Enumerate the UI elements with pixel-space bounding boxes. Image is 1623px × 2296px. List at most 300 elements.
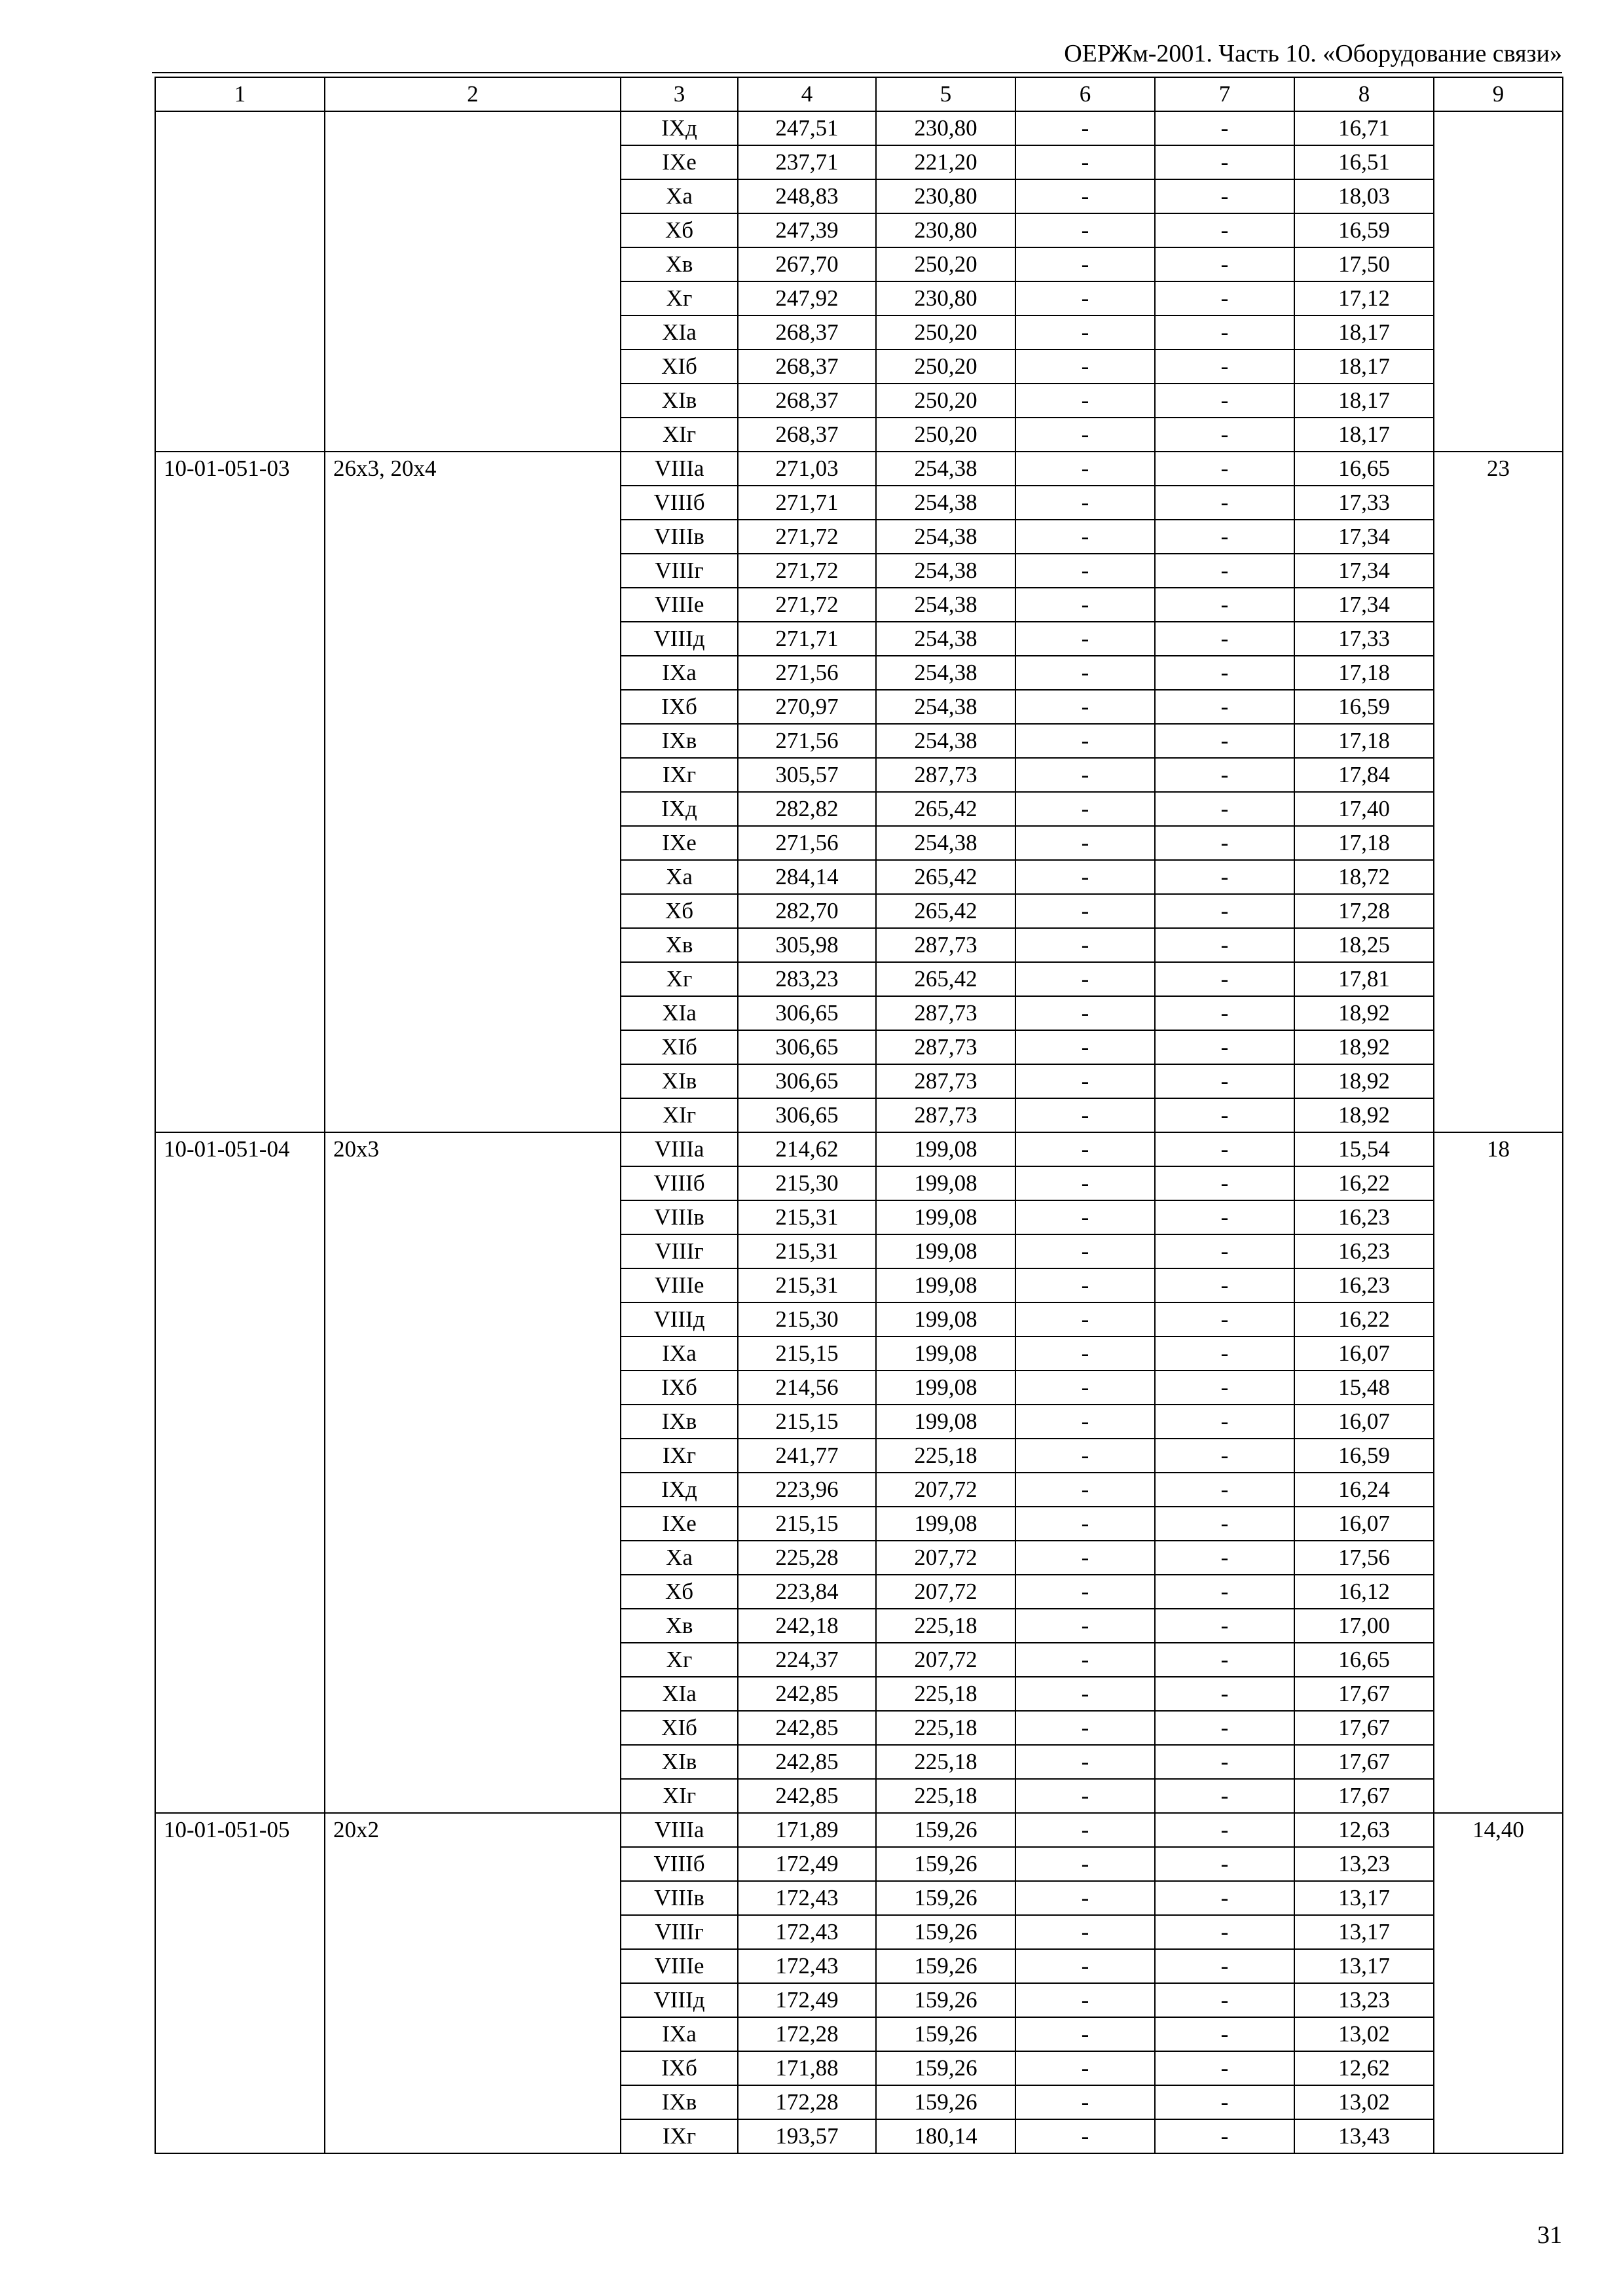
col8-cell: 16,59 <box>1294 690 1434 724</box>
col6-cell: - <box>1015 1575 1155 1609</box>
col6-cell: - <box>1015 656 1155 690</box>
col4-cell: 225,28 <box>738 1541 876 1575</box>
col7-cell: - <box>1155 1881 1294 1915</box>
col6-cell: - <box>1015 213 1155 247</box>
col7-cell: - <box>1155 656 1294 690</box>
col6-cell: - <box>1015 588 1155 622</box>
col8-cell: 18,25 <box>1294 928 1434 962</box>
col8-cell: 17,18 <box>1294 826 1434 860</box>
col6-cell: - <box>1015 1881 1155 1915</box>
col8-cell: 13,23 <box>1294 1983 1434 2017</box>
col7-cell: - <box>1155 1609 1294 1643</box>
col7-cell: - <box>1155 2051 1294 2085</box>
col5-cell: 207,72 <box>876 1575 1015 1609</box>
col5-cell: 225,18 <box>876 1779 1015 1813</box>
col9-cell <box>1434 111 1563 452</box>
col4-cell: 248,83 <box>738 179 876 213</box>
col8-cell: 13,02 <box>1294 2017 1434 2051</box>
col6-cell: - <box>1015 792 1155 826</box>
col7-cell: - <box>1155 1064 1294 1098</box>
col8-cell: 13,43 <box>1294 2119 1434 2153</box>
col7-cell: - <box>1155 1098 1294 1132</box>
col5-cell: 159,26 <box>876 1983 1015 2017</box>
col4-cell: 268,37 <box>738 384 876 418</box>
col5-cell: 254,38 <box>876 554 1015 588</box>
col4-cell: 306,65 <box>738 1098 876 1132</box>
col4-cell: 172,28 <box>738 2017 876 2051</box>
col8-cell: 13,17 <box>1294 1949 1434 1983</box>
col6-cell: - <box>1015 520 1155 554</box>
col6-cell: - <box>1015 1166 1155 1200</box>
zone-cell: VIIIе <box>621 1949 738 1983</box>
col4-cell: 241,77 <box>738 1439 876 1473</box>
col6-cell: - <box>1015 1132 1155 1166</box>
col6-cell: - <box>1015 1677 1155 1711</box>
col5-cell: 221,20 <box>876 145 1015 179</box>
col8-cell: 16,07 <box>1294 1507 1434 1541</box>
col5-cell: 250,20 <box>876 418 1015 452</box>
col6-cell: - <box>1015 1405 1155 1439</box>
col6-cell: - <box>1015 1915 1155 1949</box>
col8-cell: 17,34 <box>1294 520 1434 554</box>
col5-cell: 254,38 <box>876 452 1015 486</box>
zone-cell: IXв <box>621 2085 738 2119</box>
col5-cell: 287,73 <box>876 1098 1015 1132</box>
col7-cell: - <box>1155 179 1294 213</box>
col4-cell: 268,37 <box>738 418 876 452</box>
col8-cell: 18,92 <box>1294 996 1434 1030</box>
col5-cell: 254,38 <box>876 622 1015 656</box>
col7-cell: - <box>1155 724 1294 758</box>
col4-cell: 267,70 <box>738 247 876 281</box>
col7-cell: - <box>1155 350 1294 384</box>
zone-cell: VIIIб <box>621 1166 738 1200</box>
col5-cell: 207,72 <box>876 1643 1015 1677</box>
col5-cell: 230,80 <box>876 111 1015 145</box>
col7-cell: - <box>1155 758 1294 792</box>
col7-cell: - <box>1155 384 1294 418</box>
rate-spec-cell <box>325 111 621 452</box>
rate-spec-cell: 20х2 <box>325 1813 621 2153</box>
col7-cell: - <box>1155 1711 1294 1745</box>
col7-cell: - <box>1155 554 1294 588</box>
col7-cell: - <box>1155 2085 1294 2119</box>
zone-cell: Xг <box>621 281 738 315</box>
col4-cell: 193,57 <box>738 2119 876 2153</box>
col6-cell: - <box>1015 1064 1155 1098</box>
col7-cell: - <box>1155 486 1294 520</box>
zone-cell: XIг <box>621 418 738 452</box>
zone-cell: VIIIе <box>621 1268 738 1302</box>
zone-cell: XIв <box>621 384 738 418</box>
column-header: 8 <box>1294 77 1434 111</box>
col8-cell: 13,17 <box>1294 1915 1434 1949</box>
col8-cell: 17,33 <box>1294 486 1434 520</box>
col8-cell: 17,18 <box>1294 656 1434 690</box>
col5-cell: 254,38 <box>876 690 1015 724</box>
col5-cell: 159,26 <box>876 2017 1015 2051</box>
zone-cell: XIа <box>621 1677 738 1711</box>
col7-cell: - <box>1155 1030 1294 1064</box>
col4-cell: 215,15 <box>738 1336 876 1371</box>
col7-cell: - <box>1155 315 1294 350</box>
col8-cell: 17,00 <box>1294 1609 1434 1643</box>
col5-cell: 199,08 <box>876 1166 1015 1200</box>
col5-cell: 254,38 <box>876 520 1015 554</box>
col4-cell: 224,37 <box>738 1643 876 1677</box>
col8-cell: 13,17 <box>1294 1881 1434 1915</box>
col7-cell: - <box>1155 1575 1294 1609</box>
col7-cell: - <box>1155 1234 1294 1268</box>
col4-cell: 172,43 <box>738 1915 876 1949</box>
col6-cell: - <box>1015 1949 1155 1983</box>
col4-cell: 215,31 <box>738 1268 876 1302</box>
col5-cell: 159,26 <box>876 2085 1015 2119</box>
col6-cell: - <box>1015 1200 1155 1234</box>
col6-cell: - <box>1015 1507 1155 1541</box>
zone-cell: VIIIд <box>621 622 738 656</box>
col5-cell: 199,08 <box>876 1200 1015 1234</box>
col6-cell: - <box>1015 826 1155 860</box>
col8-cell: 16,07 <box>1294 1336 1434 1371</box>
col7-cell: - <box>1155 1405 1294 1439</box>
col7-cell: - <box>1155 1983 1294 2017</box>
col8-cell: 17,56 <box>1294 1541 1434 1575</box>
zone-cell: XIв <box>621 1064 738 1098</box>
column-header: 4 <box>738 77 876 111</box>
col7-cell: - <box>1155 1745 1294 1779</box>
col5-cell: 265,42 <box>876 962 1015 996</box>
col9-cell: 23 <box>1434 452 1563 1132</box>
col8-cell: 16,71 <box>1294 111 1434 145</box>
col7-cell: - <box>1155 1336 1294 1371</box>
zone-cell: IXб <box>621 690 738 724</box>
col5-cell: 225,18 <box>876 1609 1015 1643</box>
col5-cell: 254,38 <box>876 724 1015 758</box>
col4-cell: 215,30 <box>738 1166 876 1200</box>
col4-cell: 247,39 <box>738 213 876 247</box>
col4-cell: 271,72 <box>738 588 876 622</box>
zone-cell: XIб <box>621 350 738 384</box>
col5-cell: 159,26 <box>876 1813 1015 1847</box>
col6-cell: - <box>1015 1609 1155 1643</box>
col8-cell: 17,67 <box>1294 1677 1434 1711</box>
col7-cell: - <box>1155 894 1294 928</box>
col8-cell: 17,34 <box>1294 588 1434 622</box>
zone-cell: Xб <box>621 1575 738 1609</box>
col9-cell: 14,40 <box>1434 1813 1563 2153</box>
col8-cell: 16,07 <box>1294 1405 1434 1439</box>
col7-cell: - <box>1155 281 1294 315</box>
zone-cell: VIIIб <box>621 1847 738 1881</box>
col7-cell: - <box>1155 1166 1294 1200</box>
zone-cell: VIIIв <box>621 1881 738 1915</box>
col5-cell: 180,14 <box>876 2119 1015 2153</box>
col7-cell: - <box>1155 1268 1294 1302</box>
rate-spec-cell: 26х3, 20х4 <box>325 452 621 1132</box>
col8-cell: 18,92 <box>1294 1064 1434 1098</box>
col5-cell: 225,18 <box>876 1677 1015 1711</box>
col6-cell: - <box>1015 554 1155 588</box>
col7-cell: - <box>1155 418 1294 452</box>
col7-cell: - <box>1155 928 1294 962</box>
zone-cell: XIа <box>621 996 738 1030</box>
col8-cell: 17,34 <box>1294 554 1434 588</box>
zone-cell: VIIIв <box>621 1200 738 1234</box>
col4-cell: 172,49 <box>738 1847 876 1881</box>
col7-cell: - <box>1155 622 1294 656</box>
col5-cell: 287,73 <box>876 758 1015 792</box>
col6-cell: - <box>1015 1473 1155 1507</box>
col8-cell: 16,12 <box>1294 1575 1434 1609</box>
col8-cell: 18,17 <box>1294 315 1434 350</box>
col8-cell: 13,23 <box>1294 1847 1434 1881</box>
col5-cell: 159,26 <box>876 1881 1015 1915</box>
zone-cell: IXд <box>621 792 738 826</box>
zone-cell: IXа <box>621 656 738 690</box>
col6-cell: - <box>1015 179 1155 213</box>
col6-cell: - <box>1015 1711 1155 1745</box>
zone-cell: XIа <box>621 315 738 350</box>
col8-cell: 18,17 <box>1294 418 1434 452</box>
col5-cell: 207,72 <box>876 1473 1015 1507</box>
col4-cell: 306,65 <box>738 1030 876 1064</box>
col5-cell: 265,42 <box>876 894 1015 928</box>
col5-cell: 250,20 <box>876 247 1015 281</box>
col5-cell: 207,72 <box>876 1541 1015 1575</box>
table-row <box>155 1132 1563 1166</box>
col4-cell: 223,84 <box>738 1575 876 1609</box>
col6-cell: - <box>1015 894 1155 928</box>
col4-cell: 172,49 <box>738 1983 876 2017</box>
col4-cell: 270,97 <box>738 690 876 724</box>
col6-cell: - <box>1015 350 1155 384</box>
col7-cell: - <box>1155 145 1294 179</box>
col4-cell: 172,43 <box>738 1949 876 1983</box>
zone-cell: IXд <box>621 1473 738 1507</box>
header-rule <box>152 72 1562 73</box>
rate-code-cell: 10-01-051-05 <box>155 1813 325 2153</box>
col8-cell: 16,23 <box>1294 1268 1434 1302</box>
col6-cell: - <box>1015 486 1155 520</box>
col8-cell: 16,23 <box>1294 1200 1434 1234</box>
col4-cell: 268,37 <box>738 315 876 350</box>
column-header: 1 <box>155 77 325 111</box>
col6-cell: - <box>1015 1779 1155 1813</box>
col6-cell: - <box>1015 690 1155 724</box>
col8-cell: 16,22 <box>1294 1166 1434 1200</box>
col8-cell: 17,50 <box>1294 247 1434 281</box>
col4-cell: 172,43 <box>738 1881 876 1915</box>
zone-cell: Xб <box>621 213 738 247</box>
col4-cell: 271,71 <box>738 486 876 520</box>
table-body <box>155 111 1563 2153</box>
col6-cell: - <box>1015 315 1155 350</box>
column-header: 6 <box>1015 77 1155 111</box>
col5-cell: 159,26 <box>876 1847 1015 1881</box>
col7-cell: - <box>1155 1507 1294 1541</box>
col4-cell: 271,72 <box>738 554 876 588</box>
col6-cell: - <box>1015 860 1155 894</box>
col4-cell: 214,62 <box>738 1132 876 1166</box>
col8-cell: 18,72 <box>1294 860 1434 894</box>
col6-cell: - <box>1015 2119 1155 2153</box>
col6-cell: - <box>1015 1813 1155 1847</box>
col7-cell: - <box>1155 1779 1294 1813</box>
col4-cell: 242,85 <box>738 1711 876 1745</box>
col6-cell: - <box>1015 724 1155 758</box>
col5-cell: 199,08 <box>876 1302 1015 1336</box>
col7-cell: - <box>1155 588 1294 622</box>
col7-cell: - <box>1155 1813 1294 1847</box>
col6-cell: - <box>1015 2085 1155 2119</box>
col5-cell: 199,08 <box>876 1336 1015 1371</box>
col4-cell: 284,14 <box>738 860 876 894</box>
col8-cell: 17,81 <box>1294 962 1434 996</box>
zone-cell: IXг <box>621 2119 738 2153</box>
col8-cell: 16,23 <box>1294 1234 1434 1268</box>
col7-cell: - <box>1155 1132 1294 1166</box>
col6-cell: - <box>1015 1030 1155 1064</box>
col4-cell: 215,31 <box>738 1234 876 1268</box>
col4-cell: 247,92 <box>738 281 876 315</box>
zone-cell: XIб <box>621 1711 738 1745</box>
col6-cell: - <box>1015 1371 1155 1405</box>
col8-cell: 18,03 <box>1294 179 1434 213</box>
column-header: 3 <box>621 77 738 111</box>
col7-cell: - <box>1155 1847 1294 1881</box>
zone-cell: VIIIд <box>621 1983 738 2017</box>
col5-cell: 265,42 <box>876 860 1015 894</box>
col8-cell: 16,59 <box>1294 213 1434 247</box>
col4-cell: 268,37 <box>738 350 876 384</box>
col8-cell: 16,59 <box>1294 1439 1434 1473</box>
col7-cell: - <box>1155 1200 1294 1234</box>
col7-cell: - <box>1155 1643 1294 1677</box>
col8-cell: 18,92 <box>1294 1030 1434 1064</box>
col6-cell: - <box>1015 1847 1155 1881</box>
zone-cell: IXв <box>621 1405 738 1439</box>
col5-cell: 287,73 <box>876 928 1015 962</box>
col5-cell: 199,08 <box>876 1507 1015 1541</box>
col7-cell: - <box>1155 690 1294 724</box>
col4-cell: 305,98 <box>738 928 876 962</box>
col6-cell: - <box>1015 2051 1155 2085</box>
col7-cell: - <box>1155 1915 1294 1949</box>
col6-cell: - <box>1015 1541 1155 1575</box>
col4-cell: 306,65 <box>738 1064 876 1098</box>
column-header: 9 <box>1434 77 1563 111</box>
col6-cell: - <box>1015 758 1155 792</box>
col4-cell: 305,57 <box>738 758 876 792</box>
zone-cell: IXа <box>621 2017 738 2051</box>
zone-cell: VIIIа <box>621 1813 738 1847</box>
col5-cell: 199,08 <box>876 1268 1015 1302</box>
col5-cell: 199,08 <box>876 1405 1015 1439</box>
zone-cell: VIIIд <box>621 1302 738 1336</box>
col4-cell: 215,30 <box>738 1302 876 1336</box>
rates-table <box>155 77 1563 2154</box>
col5-cell: 199,08 <box>876 1371 1015 1405</box>
col7-cell: - <box>1155 1439 1294 1473</box>
col8-cell: 16,65 <box>1294 452 1434 486</box>
col6-cell: - <box>1015 1745 1155 1779</box>
col6-cell: - <box>1015 2017 1155 2051</box>
col5-cell: 254,38 <box>876 486 1015 520</box>
col5-cell: 159,26 <box>876 1949 1015 1983</box>
column-header: 7 <box>1155 77 1294 111</box>
col6-cell: - <box>1015 1439 1155 1473</box>
col6-cell: - <box>1015 996 1155 1030</box>
rate-code-cell: 10-01-051-04 <box>155 1132 325 1813</box>
col8-cell: 12,62 <box>1294 2051 1434 2085</box>
col8-cell: 15,48 <box>1294 1371 1434 1405</box>
col7-cell: - <box>1155 520 1294 554</box>
col7-cell: - <box>1155 452 1294 486</box>
col4-cell: 215,31 <box>738 1200 876 1234</box>
col7-cell: - <box>1155 1473 1294 1507</box>
col6-cell: - <box>1015 281 1155 315</box>
col4-cell: 283,23 <box>738 962 876 996</box>
zone-cell: VIIIб <box>621 486 738 520</box>
col7-cell: - <box>1155 213 1294 247</box>
col7-cell: - <box>1155 826 1294 860</box>
col4-cell: 237,71 <box>738 145 876 179</box>
zone-cell: Xа <box>621 860 738 894</box>
col8-cell: 12,63 <box>1294 1813 1434 1847</box>
col6-cell: - <box>1015 452 1155 486</box>
col4-cell: 247,51 <box>738 111 876 145</box>
col4-cell: 242,85 <box>738 1677 876 1711</box>
col6-cell: - <box>1015 1268 1155 1302</box>
col5-cell: 250,20 <box>876 350 1015 384</box>
col5-cell: 159,26 <box>876 2051 1015 2085</box>
col5-cell: 225,18 <box>876 1711 1015 1745</box>
zone-cell: IXд <box>621 111 738 145</box>
col5-cell: 199,08 <box>876 1234 1015 1268</box>
zone-cell: IXе <box>621 145 738 179</box>
col4-cell: 172,28 <box>738 2085 876 2119</box>
zone-cell: Xг <box>621 962 738 996</box>
col5-cell: 287,73 <box>876 1030 1015 1064</box>
table-row <box>155 1813 1563 1847</box>
col5-cell: 287,73 <box>876 1064 1015 1098</box>
page-number: 31 <box>1537 2221 1562 2249</box>
zone-cell: XIг <box>621 1098 738 1132</box>
zone-cell: VIIIе <box>621 588 738 622</box>
zone-cell: VIIIв <box>621 520 738 554</box>
zone-cell: Xв <box>621 1609 738 1643</box>
zone-cell: IXб <box>621 1371 738 1405</box>
rate-code-cell <box>155 111 325 452</box>
col6-cell: - <box>1015 622 1155 656</box>
zone-cell: Xа <box>621 1541 738 1575</box>
col8-cell: 16,24 <box>1294 1473 1434 1507</box>
col5-cell: 254,38 <box>876 826 1015 860</box>
col7-cell: - <box>1155 860 1294 894</box>
zone-cell: IXг <box>621 758 738 792</box>
rate-spec-cell: 20х3 <box>325 1132 621 1813</box>
zone-cell: Xв <box>621 928 738 962</box>
col8-cell: 17,84 <box>1294 758 1434 792</box>
col5-cell: 254,38 <box>876 656 1015 690</box>
zone-cell: VIIIг <box>621 1915 738 1949</box>
col4-cell: 242,85 <box>738 1779 876 1813</box>
col8-cell: 16,51 <box>1294 145 1434 179</box>
rates-table-wrapper <box>155 77 1562 2154</box>
col4-cell: 214,56 <box>738 1371 876 1405</box>
zone-cell: VIIIг <box>621 1234 738 1268</box>
